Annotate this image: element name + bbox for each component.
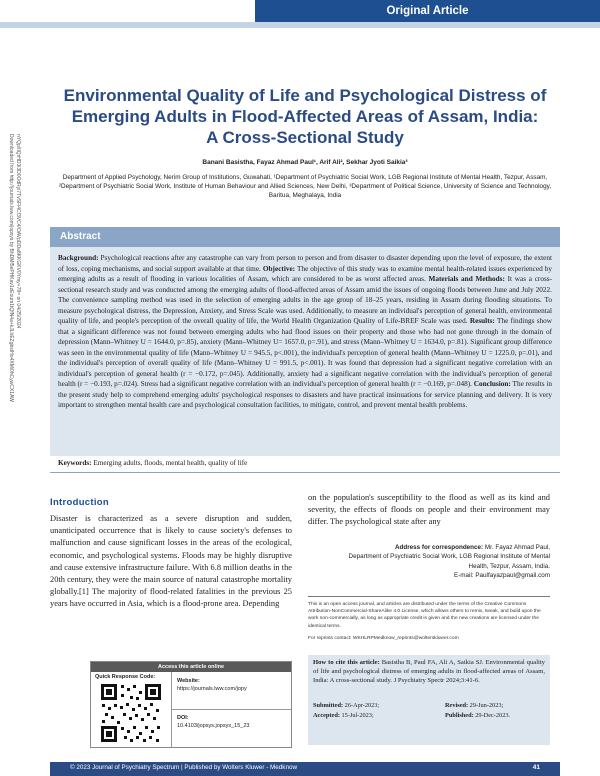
objective-label: Objective: [262, 264, 296, 273]
background-label: Background: [58, 254, 99, 262]
conclusion-label: Conclusion: [473, 380, 511, 388]
website-link[interactable]: https://journals.lww.com/jopy [177, 686, 247, 692]
top-band [0, 0, 600, 28]
revised-label: Revised: [445, 702, 469, 709]
reprints-notice: For reprints contact: WKHLRPMedknow_reprints@wolterskluwer.com [308, 636, 459, 641]
doi-link[interactable]: 10.4103/jopsys.jopsys_15_23 [177, 723, 250, 729]
keywords-row [50, 456, 560, 473]
accepted-label: Accepted: [313, 712, 340, 719]
correspondence-label: Address for correspondence: [394, 544, 484, 551]
correspondence-name: Mr. Fayaz Ahmad Paul, [484, 544, 550, 551]
qr-code-icon[interactable] [99, 682, 163, 749]
author-list: Banani Basistha, Fayaz Ahmad Paul¹, Arif Ali², Sekhar Jyoti Saikia³ [202, 159, 408, 166]
side-note-line2: nYQp/IlQrHD3i3D0OdRyi7TvSFl4Cf3VC4/OAVpDDa8KKGKV0Ymy+78= on 04/25/2024 [15, 134, 21, 329]
footer-copyright: © 2023 Journal of Psychiatry Spectrum | Published by Wolters Kluwer - Medknow [70, 764, 297, 771]
results-text: The findings show that a significant difference was not found between emerging adults who had flood issues on their property and those who had not gone through in the domain of depression (Mann–Whitney U = 1644.0, p=.85), anxiety (Mann–Whitney U= 1657.0, p=.91), and stress (Mann–Whitney U = 1634.0, p=.81). Significant group difference was seen in the environmental quality of life (Mann–Whitney U = 945.5, p<.001), the individual's perception of general health (Mann–Whitney U = 1225.0, p=.01), and the individual's perception of overall quality of life (Mann–Whitney U = 991.5, p<.001). It was found that depression had a significant negative correlation with an individual's perception of general health (r = −0.172, p=.045). Additionally, anxiety had a significant negative correlation with the individual's perception of general health (r = −0.193, p=.024). Stress had a significant negative correlation with an individual's perception of general health (r = −0.169, p=.048). [58, 317, 553, 388]
correspondence-block [308, 543, 550, 580]
title-line-1: Environmental Quality of Life and Psychological Distress of [63, 86, 547, 105]
abstract-header [50, 227, 560, 247]
revised-date: 29-Jun-2023; [469, 702, 504, 709]
correspondence-line2: Department of Psychiatric Social Work, LGB Regional Institute of Mental [348, 553, 550, 561]
access-divider-horizontal [172, 709, 291, 710]
published-date: 29-Dec-2023. [475, 712, 511, 719]
page-footer [50, 762, 560, 776]
citation-text [313, 658, 545, 686]
side-note-line1: Downloaded from http://journals.lww.com/jopsys by BhDMf5ePHKav1zEoum1tQfN4a+kJLhEZgbsIHo4XMi0hCywCX1AW [8, 134, 14, 402]
objective-text: The objective of this study was to examine mental health-related issues experienced by emerging adults as a result of flooding in various localities of Assam, which are considered to be as worst affected areas. [58, 264, 553, 283]
introduction-col2: on the population's susceptibility to the flood as well as its kind and severity, the effects of floods on people and their environment may differ. The psychological state after any [308, 493, 550, 527]
correspondence-line3: Health, Tezpur, Assam, India. [468, 562, 550, 570]
abstract-heading: Abstract [60, 231, 101, 242]
keywords-label: Keywords: [58, 459, 92, 467]
title-line-3: A Cross-Sectional Study [206, 128, 404, 147]
divider [308, 596, 550, 597]
title-line-2: Emerging Adults in Flood-Affected Areas of Assam, India: [71, 107, 539, 126]
keywords-text: Emerging adults, floods, mental health, quality of life [93, 459, 248, 467]
open-access-notice: This is an open access journal, and articles are distributed under the terms of the Creative Commons Attribution-NonCommercial-ShareAlike 4.0 License, which allows others to remix, tweak, and build upon the work non-commercially, as long as appropriate credit is given and the new creations are licensed under the identical terms. [308, 602, 541, 629]
background-text: Psychological reactions after any catastrophe can vary from person to person and from disaster to disaster depending upon the level of exposure, the extent of loss, coping mechanisms, and social support available at that time. [58, 254, 553, 273]
citation-label: How to cite this article: [313, 659, 380, 666]
qr-label: Quick Response Code: [95, 674, 156, 680]
citation-body: Basistha B, Paul FA, Ali A, Saikia SJ. Environmental quality of life and psychological distress of emerging adults in flood-affected areas of Assam, India: A cross-sectional study. J Psychiatry Spectr 2024;3:41-6. [313, 659, 545, 685]
accepted-date: 15-Jul-2023; [341, 712, 374, 719]
top-accent-bar [0, 22, 600, 28]
article-type-tab [255, 0, 600, 22]
submitted-date: 26-Apr-2023; [344, 702, 380, 709]
access-header: Access this article online [91, 662, 291, 672]
article-title [60, 85, 550, 148]
submitted-label: Submitted: [313, 702, 344, 709]
correspondence-email[interactable]: E-mail: Paulfayazpaul@gmail.com [454, 571, 550, 579]
published-label: Published: [445, 712, 474, 719]
conclusion-text: The results in the present study help to comprehend emerging adults' psychological responses to disasters and have practical insinuations for service planning and delivery. It is very important to strengthen mental health care and psychological consultation facilities, to mitigate, control, and prevent mental health problems. [58, 380, 553, 409]
introduction-col1: Disaster is characterized as a severe disruption and sudden, unanticipated occurrence that is likely to cause society's defenses to malfunction and cause significant losses in the areas of the ecological, economic, and psychological systems. Floods may be highly disruptive and cause extensive infrastructure failure. With 6.8 million deaths in the 20th century, they were the main source of natural catastrophe mortality globally.[1] The majority of flood-related fatalities in the previous 25 years have occurred in Asia, which is a flood-prone area. Depending [50, 514, 292, 609]
website-label: Website: [177, 678, 200, 684]
results-label: Results: [469, 317, 495, 325]
methods-text: It was a cross-sectional research study and was conducted among the emerging adults of flood-affected areas of Assam amid the issues of ongoing floods between June and July 2022. The convenience sampling method was used in the selection of emerging adults in the age group of 18–25 years, residing in Assam during flooding situations. To measure psychological distress, the Depression, Anxiety, and Stress Scale was used. Additionally, to measure an individual's perception of general health, environmental quality of life, and people's perception of the overall quality of life, the World Health Organization Quality of Life-BREF Scale was used. [58, 275, 553, 325]
download-side-note [2, 132, 24, 512]
doi-label: DOI: [177, 715, 189, 721]
page-number: 41 [532, 764, 540, 771]
affiliations: Department of Applied Psychology, Nerim Group of Institutions, Guwahati, ¹Department of Psychiatric Social Work, LGB Regional Institute of Mental Health, Tezpur, Assam, ²Department of Psychiatric Social Work, Institute of Human Behaviour and Allied Sciences, New Delhi, ³Department of Political Science, University of Science and Technology, Baritua, Meghalaya, India [58, 174, 552, 199]
abstract-text [58, 253, 552, 411]
access-online-box [90, 661, 292, 748]
methods-label: Materials and Methods: [428, 275, 505, 283]
article-type-label: Original Article [386, 5, 469, 17]
introduction-heading: Introduction [50, 497, 110, 508]
